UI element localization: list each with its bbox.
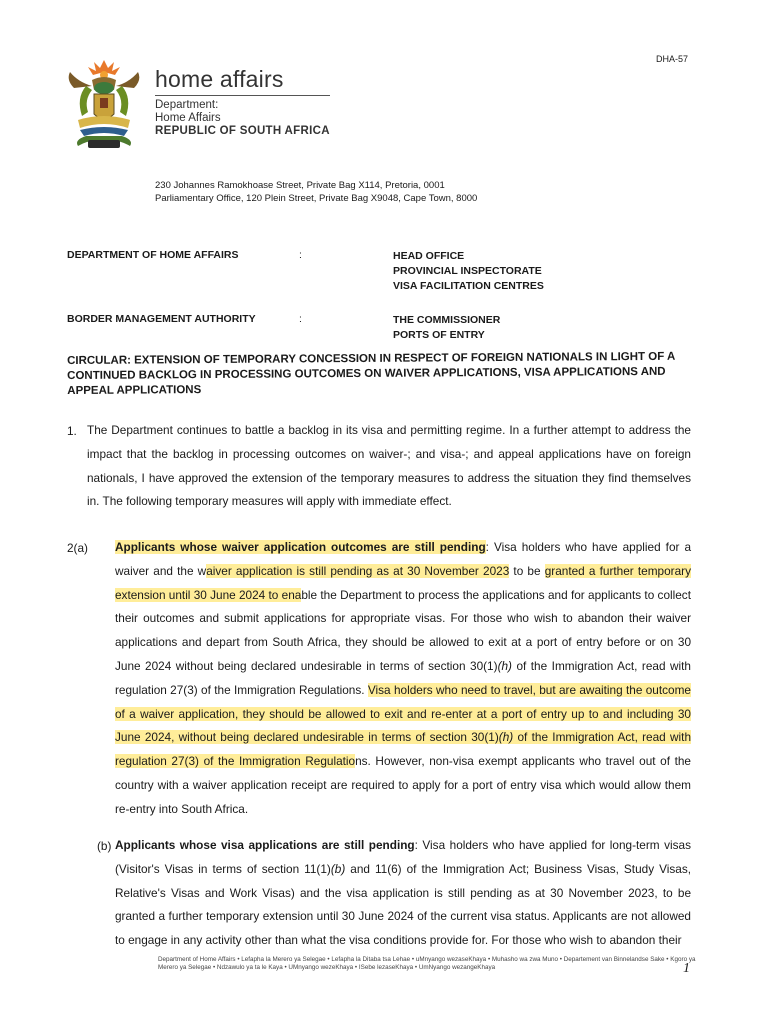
address-line: Parliamentary Office, 120 Plein Street, Private Bag X9048, Cape Town, 8000 — [155, 193, 478, 204]
italic-text: (h) — [497, 658, 512, 673]
text-run: ns. However, non-visa exempt applicants who travel out of the country with a waiver application receipt are required to apply for a port of entry visa which would allow them re-entry into South Africa. — [115, 754, 691, 816]
paragraph-2b — [115, 834, 691, 953]
letterhead — [155, 66, 330, 137]
document-reference: DHA-57 — [655, 54, 688, 64]
paragraph-2a — [115, 536, 691, 822]
footer-department-names: Department of Home Affairs • Lefapha la Merero ya Selegae • Lefapha la Ditaba tsa Lehae • uMnyango wezaseKhaya • Muhasho wa zwa Muno • Departement van Binnelandse Sake • Kgoro ya Merero ya Selegae • Ndzawulo ya ta le Kaya • UMnyango wezeKhaya • ISebe lezaseKhaya • UmNyango wezangeKhaya — [158, 956, 696, 971]
text-run: : Visa holders who have applied for long-term visas (Visitor's Visas in terms of section 11(1) — [115, 838, 691, 876]
department-label: Department: — [155, 99, 219, 111]
text-run: : Visa holders who have applied for a waiver and the w — [115, 540, 692, 578]
page-number: 1 — [683, 961, 690, 976]
highlighted-text: Visa holders who need to travel, but are awaiting the outcome of a waiver application, they should be allowed to exit and re-enter at a port of entry up to and including 30 June 2024, without being declared undesirable in terms of section 30(1) — [115, 682, 691, 745]
bold-heading: Applicants whose visa applications are still pending — [115, 838, 415, 852]
text-run: of the Immigration Act, read with regulation 27(3) of the Immigration Regulations. — [115, 658, 691, 697]
separator: : — [299, 249, 302, 261]
recipient-organisation: BORDER MANAGEMENT AUTHORITY — [67, 313, 256, 325]
destination: PROVINCIAL INSPECTORATE — [393, 265, 542, 277]
paragraph-number: 2(a) — [67, 541, 88, 555]
brand-divider — [155, 95, 330, 96]
address-block — [155, 179, 477, 205]
paragraph-number: (b) — [97, 839, 112, 853]
text-run: to be — [509, 563, 545, 578]
highlighted-text: aiver application is still pending as at 30 November 2023 — [206, 563, 510, 578]
text-run: and 11(6) of the Immigration Act; Business Visas, Study Visas, Relative's Visas and Work Visas) and the visa application is still pending as at 30 November 2023, to be granted a further temporary extension until 30 June 2024 of the current visa status. Applicants are not allowed to engage in any activity other than what the visa conditions provide for. For those who wish to abandon their — [115, 861, 692, 948]
destination: PORTS OF ENTRY — [393, 329, 485, 341]
recipient-destinations — [393, 313, 633, 343]
paragraph-number: 1. — [67, 424, 77, 438]
destination: THE COMMISSIONER — [393, 314, 501, 326]
circular-subject: CIRCULAR: EXTENSION OF TEMPORARY CONCESSION IN RESPECT OF FOREIGN NATIONALS IN LIGHT OF A CONTINUED BACKLOG IN PROCESSING OUTCOMES ON WAIVER APPLICATIONS, VISA APPLICATIONS AND APPEAL APPLICATIONS — [67, 350, 675, 397]
country-name: REPUBLIC OF SOUTH AFRICA — [155, 125, 330, 137]
brand-name: home affairs — [155, 66, 284, 92]
highlighted-text: granted a further temporary extension until 30 June 2024 to ena — [115, 563, 691, 602]
paragraph-1: The Department continues to battle a backlog in its visa and permitting regime. In a further attempt to address the impact that the backlog in processing outcomes on waiver-; and visa-; and appeal applications have on foreign nationals, I have approved the extension of the temporary measures to address the situation they find themselves in. The following temporary measures will apply with immediate effect. — [87, 423, 691, 509]
highlighted-italic-text: (h) — [498, 730, 514, 745]
highlighted-heading: Applicants whose waiver application outcomes are still pending — [115, 540, 486, 554]
destination: HEAD OFFICE — [393, 250, 465, 262]
italic-text: (b) — [330, 861, 346, 876]
destination: VISA FACILITATION CENTRES — [393, 280, 544, 292]
department-name: Home Affairs — [155, 112, 221, 124]
highlighted-text: of the Immigration Act, read with regulation 27(3) of the Immigration Regulatio — [115, 730, 691, 769]
separator: : — [299, 313, 302, 325]
text-run: ble the Department to process the applications and for applicants to collect their outcomes and submit applications for appropriate visas. For those who wish to abandon their waiver applications and depart from South Africa, they should be allowed to exit at a port of entry before or on 30 June 2024 without being declared undesirable in terms of section 30(1) — [115, 587, 691, 673]
coat-of-arms-icon — [64, 58, 144, 154]
recipient-organisation: DEPARTMENT OF HOME AFFAIRS — [67, 249, 239, 261]
recipient-destinations — [393, 249, 633, 294]
address-line: 230 Johannes Ramokhoase Street, Private Bag X114, Pretoria, 0001 — [155, 180, 445, 191]
